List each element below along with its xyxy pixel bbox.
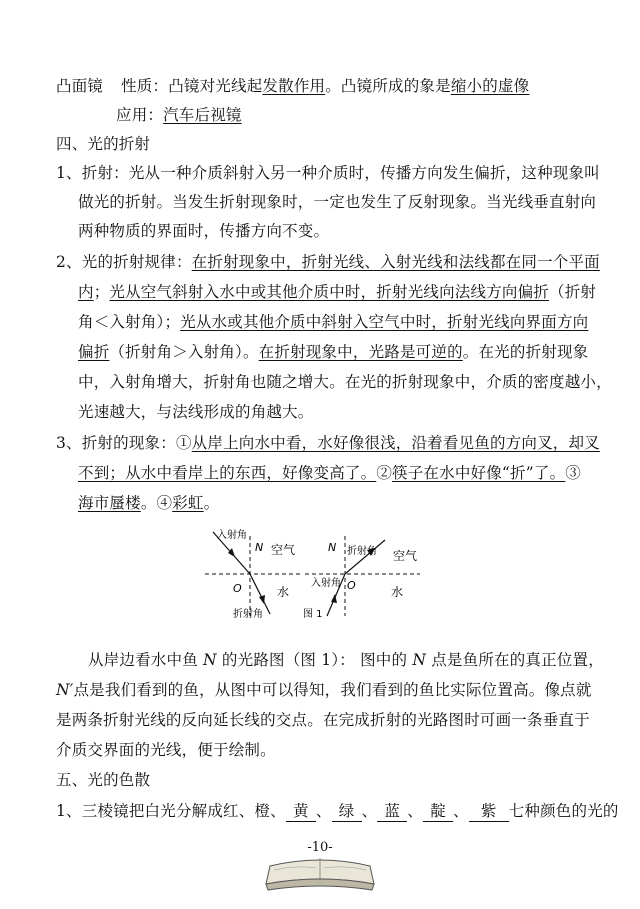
convex-property-line: 凸面镜 性质：凸镜对光线起发散作用。凸镜所成的象是缩小的虚像 [56, 77, 530, 95]
left-refraction-angle-label: 折射角 [233, 609, 263, 620]
refraction-law-line-2: 内；光从空气斜射入水中或其他介质中时，折射光线向法线方向偏折（折射 [78, 283, 597, 301]
refraction-definition-line-3: 两种物质的界面时，传播方向不变。 [78, 222, 330, 240]
refraction-phenomena-line-1: 3、折射的现象：①从岸上向水中看，水好像很浅，沿着看见鱼的方向叉，却叉 [56, 434, 600, 452]
right-water-label: 水 [391, 585, 404, 599]
explanation-line-3: 是两条折射光线的反向延长线的交点。在完成折射的光路图时可画一条垂直于 [56, 711, 590, 729]
dispersion-line-1: 1、三棱镜把白光分解成红、橙、 黄 、 绿 、 蓝 、 靛 、 紫 七种颜色的光的 [56, 799, 619, 822]
refraction-phenomena-line-3: 海市蜃楼。④彩虹。 [78, 494, 220, 512]
convex-property-answer-2: 缩小的虚像 [450, 77, 530, 95]
left-refracted-arrow [259, 595, 265, 604]
right-origin-label: O [347, 579, 356, 592]
explanation-line-2: N′点是我们看到的鱼，从图中可以得知，我们看到的鱼比实际位置高。像点就 [56, 681, 592, 699]
section-5-heading: 五、光的色散 [56, 771, 151, 789]
right-refraction-angle-label: 折射角 [347, 546, 377, 557]
explanation-line-4: 介质交界面的光线，便于绘制。 [56, 741, 276, 759]
refraction-law-line-3: 角＜入射角）；光从水或其他介质中斜射入空气中时，折射光线向界面方向 [78, 313, 589, 331]
refraction-law-line-1: 2、光的折射规律：在折射现象中，折射光线、入射光线和法线都在同一个平面 [56, 253, 600, 271]
convex-application-line [116, 103, 242, 125]
refraction-definition-line-1: 1、折射：光从一种介质斜射入另一种介质时，传播方向发生偏折，这种现象叫 [56, 164, 600, 182]
blank-yellow: 黄 [286, 799, 316, 822]
refraction-phenomena-line-2: 不到；从水中看岸上的东西，好像变高了。②筷子在水中好像“折”了。③ [78, 464, 581, 482]
refraction-law-line-6: 光速越大，与法线形成的角越大。 [78, 403, 314, 421]
blank-green: 绿 [332, 799, 362, 822]
blank-blue: 蓝 [377, 799, 407, 822]
left-origin-label: O [233, 582, 242, 595]
convex-application-answer: 汽车后视镜 [163, 106, 242, 124]
refraction-definition-line-2: 做光的折射。当发生折射现象时，一定也发生了反射现象。当光线垂直射向 [78, 193, 597, 211]
explanation-line-1: 从岸边看水中鱼 N 的光路图（图 1）： 图中的 N 点是鱼所在的真正位置， [88, 651, 604, 669]
refraction-diagram [195, 524, 455, 624]
convex-property-answer-1: 发散作用 [262, 77, 326, 95]
right-air-label: 空气 [393, 549, 418, 563]
right-normal-label: N [328, 541, 337, 554]
left-normal-label: N [255, 541, 264, 554]
section-4-heading: 四、光的折射 [56, 135, 151, 153]
convex-property-label: 性质： [121, 77, 169, 95]
refraction-law-line-4: 偏折（折射角＞入射角）。在折射现象中，光路是可逆的。在光的折射现象 [78, 343, 589, 361]
left-incidence-angle-label: 入射角 [217, 530, 247, 541]
left-air-label: 空气 [271, 543, 296, 557]
left-refracted-ray [250, 574, 270, 614]
page-number-book [262, 836, 378, 896]
blank-purple: 紫 [469, 799, 509, 822]
left-water-label: 水 [277, 585, 290, 599]
refraction-law-line-5: 中，入射角增大，折射角也随之增大。在光的折射现象中，介质的密度越小， [78, 373, 612, 391]
page-number: -10- [307, 840, 333, 855]
convex-title: 凸面镜 [56, 77, 104, 95]
figure-caption: 图 1 [303, 609, 323, 620]
right-incidence-angle-label: 入射角 [311, 578, 341, 589]
convex-application-label: 应用： [116, 106, 164, 124]
blank-indigo: 靛 [423, 799, 453, 822]
